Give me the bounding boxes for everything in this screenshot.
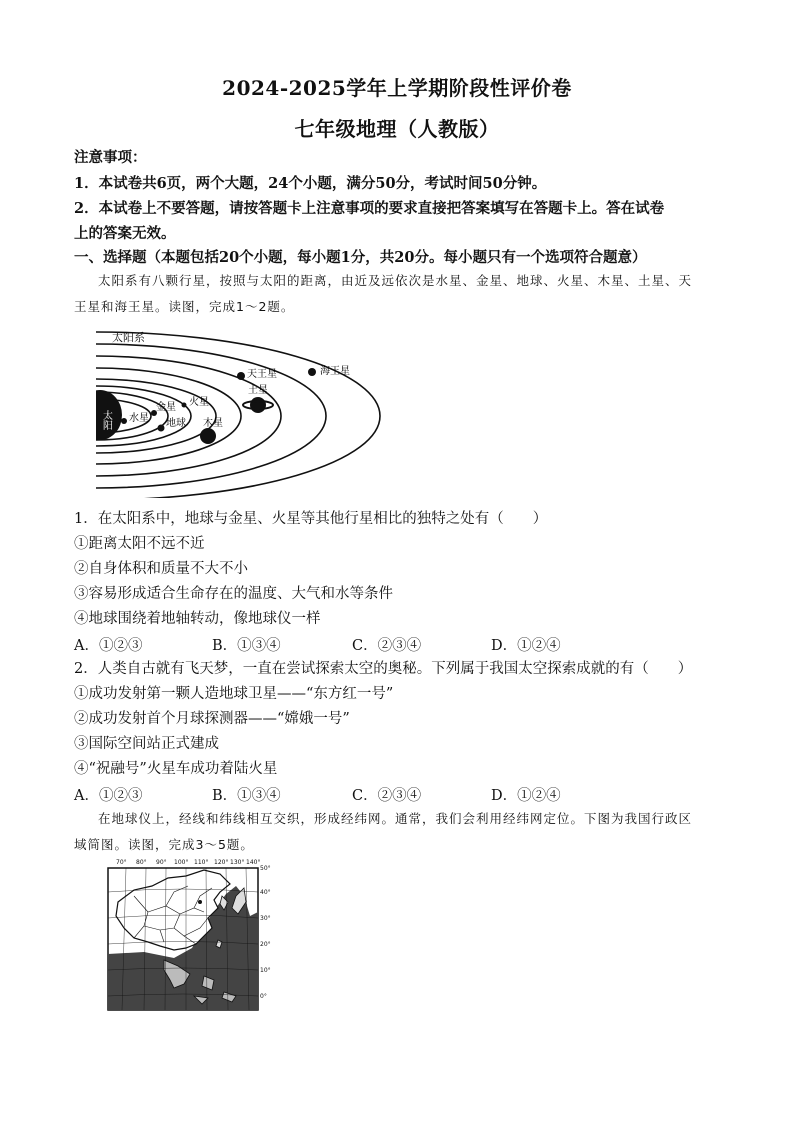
q2-item-1: ①成功发射第一颗人造地球卫星——“东方红一号” (74, 686, 394, 702)
lon-label: 90° (156, 859, 167, 866)
q1-option-c[interactable]: C．②③④ (352, 638, 422, 654)
q1-item-2: ②自身体积和质量不大不小 (74, 561, 248, 577)
lon-label: 140° (246, 859, 261, 866)
planet-jupiter (200, 428, 216, 444)
q1-item-4: ④地球围绕着地轴转动，像地球仪一样 (74, 611, 321, 627)
label-saturn: 土星 (248, 385, 268, 396)
label-mars: 火星 (189, 397, 209, 408)
planet-mars (182, 403, 187, 408)
lat-label: 0° (260, 993, 267, 1000)
planet-neptune (308, 368, 316, 376)
q2-item-3: ③国际空间站正式建成 (74, 736, 219, 752)
planet-mercury (121, 418, 127, 424)
figure1-title: 太阳系 (112, 331, 145, 344)
q2-stem: 2．人类自古就有飞天梦，一直在尝试探索太空的奥秘。下列属于我国太空探索成就的有（ ） (74, 661, 693, 677)
label-venus: 金星 (156, 402, 176, 413)
q1-stem: 1．在太阳系中，地球与金星、火星等其他行星相比的独特之处有（ ） (74, 511, 548, 527)
lat-label: 40° (260, 889, 271, 896)
label-jupiter: 木星 (203, 418, 223, 429)
label-earth: 地球 (166, 418, 186, 429)
solar-system-figure (96, 326, 386, 498)
planet-uranus (237, 372, 245, 380)
section2-intro-line2: 域简图。读图，完成3～5题。 (74, 837, 254, 852)
q1-item-1: ①距离太阳不远不近 (74, 536, 205, 552)
lon-label: 120° (214, 859, 229, 866)
lat-label: 50° (260, 865, 271, 872)
lat-label: 10° (260, 967, 271, 974)
notes-heading: 注意事项： (74, 149, 147, 166)
label-uranus: 天王星 (247, 369, 277, 380)
exam-title: 2024-2025学年上学期阶段性评价卷 (222, 76, 572, 100)
label-mercury: 水星 (129, 413, 149, 424)
q1-option-d[interactable]: D．①②④ (491, 638, 561, 654)
lat-label: 30° (260, 915, 271, 922)
lon-label: 130° (230, 859, 245, 866)
q2-option-d[interactable]: D．①②④ (491, 788, 561, 804)
china-map-figure (104, 856, 276, 1014)
capital-marker (198, 900, 202, 904)
q1-option-b[interactable]: B．①③④ (212, 638, 281, 654)
q2-item-2: ②成功发射首个月球探测器——“嫦娥一号” (74, 711, 350, 727)
lon-label: 70° (116, 859, 127, 866)
lon-label: 100° (174, 859, 189, 866)
sun-label: 太阳 (100, 410, 112, 430)
planet-earth (158, 425, 165, 432)
label-neptune: 海王星 (320, 366, 350, 377)
q1-option-a[interactable]: A．①②③ (74, 638, 143, 654)
note-item-2: 2．本试卷上不要答题，请按答题卡上注意事项的要求直接把答案填写在答题卡上。答在试卷 (74, 200, 665, 217)
q2-option-c[interactable]: C．②③④ (352, 788, 422, 804)
lon-label: 110° (194, 859, 209, 866)
section2-intro-line1: 在地球仪上，经线和纬线相互交织，形成经纬网。通常，我们会利用经纬网定位。下图为我国行政区 (98, 811, 693, 826)
section1-intro-line2: 王星和海王星。读图，完成1～2题。 (74, 299, 295, 314)
note-item-3: 上的答案无效。 (74, 225, 176, 242)
note-item-1: 1．本试卷共6页，两个大题，24个小题，满分50分，考试时间50分钟。 (74, 175, 547, 192)
planet-saturn (250, 397, 266, 413)
q2-option-a[interactable]: A．①②③ (74, 788, 143, 804)
section1-intro-line1: 太阳系有八颗行星，按照与太阳的距离，由近及远依次是水星、金星、地球、火星、木星、土星、天 (98, 273, 693, 288)
q1-item-3: ③容易形成适合生命存在的温度、大气和水等条件 (74, 586, 393, 602)
q2-item-4: ④“祝融号”火星车成功着陆火星 (74, 761, 278, 777)
q2-option-b[interactable]: B．①③④ (212, 788, 281, 804)
exam-subtitle: 七年级地理（人教版） (294, 117, 500, 141)
section1-heading: 一、选择题（本题包括20个小题，每小题1分，共20分。每小题只有一个选项符合题意） (74, 249, 647, 266)
lon-label: 80° (136, 859, 147, 866)
lat-label: 20° (260, 941, 271, 948)
